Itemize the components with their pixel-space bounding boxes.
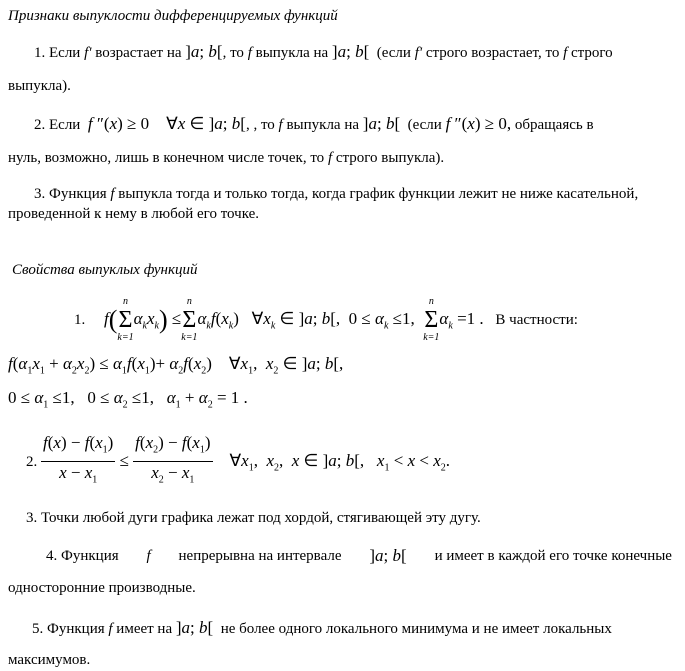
item1-line1: 1. Если f' возрастает на ]a; b[, то f выпукла на ]a; b[ (если f' строго возрастает, то f строго [34,42,613,61]
section2-title: Свойства выпуклых функций [12,262,198,278]
property5-line2: максимумов. [8,652,91,668]
property4-line2: односторонние производные. [8,580,196,596]
property5-line1: 5. Функция f имеет на ]a; b[ не более одного локального минимума и не имеет локальных [32,618,612,637]
item1-line2: выпукла). [8,78,71,94]
property3: 3. Точки любой дуги графика лежат под хордой, стягивающей эту дугу. [26,510,481,526]
item2-line2: нуль, возможно, лишь в конечном числе точек, то f строго выпукла). [8,150,445,166]
item3-line1: 3. Функция f выпукла тогда и только тогда, когда график функции лежит не ниже касательной, [34,186,639,202]
property1-line3: $0 \le \alpha_1 \le 1$, $0 \le \alpha_2 \le 1$, $\alpha_1 + \alpha_2 = 1$ . [8,388,248,411]
item3-line2: проведенной к нему в любой его точке. [8,206,260,222]
property1-line2: $f(\alpha_1x_1 + \alpha_2x_2) \le \alpha_1f(x_1)+ \alpha_2f(x_2)$ $\forall x_1$, $x_2$ ∈ ]a; b[, [8,354,344,377]
property4-line1: 4. Функция f непрерывна на интервале ]a; b[ и имеет в каждой его точке конечные [46,546,672,565]
property1-line1: 1. f( n Σ k=1 $\alpha_kx_k$) ≤ n Σ k=1 $\alpha_kf(x_k)$ $\forall x_k$ ∈ ]a; b[, $0 \le \alpha_k \le 1$, n Σ k=1 $\alpha_k =1$ . В частности: [74,296,578,344]
property2: 2. $\frac{f(x) - f(x_1)}{x - x_1}$ ≤ $\frac{f(x_2) - f(x_1)}{x_2 - x_1}$ $\forall x_1$, $x_2$, x ∈ ]a; b[, $x_1 < x < x_2$. [26,433,450,486]
item2-line1: 2. Если f ″(x) ≥ 0 ∀x ∈ ]a; b[, , то f выпукла на ]a; b[ (если f ″(x) ≥ 0, обращаясь в [34,114,594,133]
section1-title: Признаки выпуклости дифференцируемых функций [8,8,338,24]
